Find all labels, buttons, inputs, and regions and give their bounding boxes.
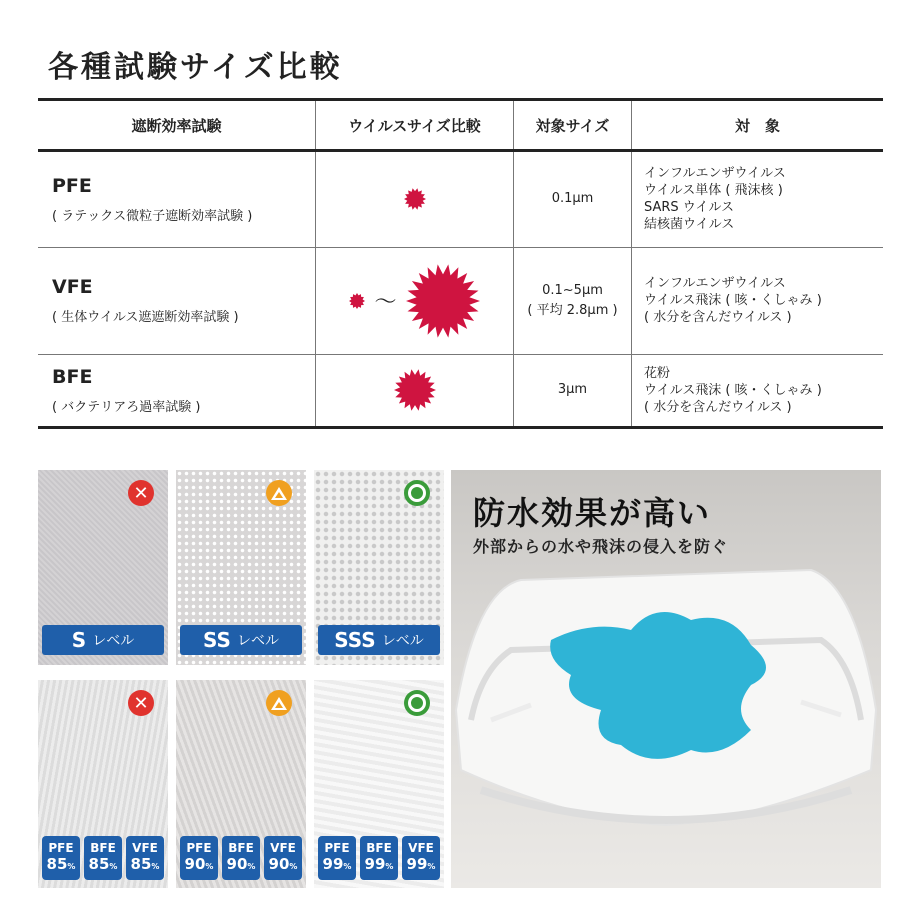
- test-description: ( 生体ウイルス遮遮断効率試験 ): [52, 310, 239, 326]
- table-row-vfe: [38, 247, 883, 354]
- target-item: ウイルス単体 ( 飛沫核 ): [644, 183, 783, 199]
- header-test: 遮断効率試験: [38, 100, 316, 151]
- level-word: レベル: [381, 633, 424, 649]
- target-item: 結核菌ウイルス: [644, 217, 735, 233]
- test-cell: [38, 247, 316, 354]
- bfe-rating: BFE 85%: [84, 836, 122, 880]
- x-glyph: ✕: [133, 692, 149, 714]
- level-grade: SS: [203, 628, 231, 652]
- level-label: [180, 625, 302, 655]
- size-average: ( 平均 2.8μm ): [527, 302, 618, 318]
- fabric-tile-85: [38, 680, 168, 888]
- waterproof-title: 防水効果が高い: [473, 494, 712, 532]
- target-item: ウイルス飛沫 ( 咳・くしゃみ ): [644, 293, 822, 309]
- target-cell: [632, 151, 884, 248]
- range-tilde: ～: [374, 290, 397, 316]
- waterproof-subtitle: 外部からの水や飛沫の侵入を防ぐ: [473, 537, 729, 556]
- pfe-rating: PFE 99%: [318, 836, 356, 880]
- target-cell: [632, 247, 884, 354]
- triangle-mark-icon: [266, 480, 292, 506]
- test-name: VFE: [52, 276, 93, 299]
- target-item: 花粉: [644, 365, 671, 381]
- target-item: ウイルス飛沫 ( 咳・くしゃみ ): [644, 382, 822, 398]
- fabric-tile-90: [176, 680, 306, 888]
- test-cell: [38, 354, 316, 427]
- header-target-size: 対象サイズ: [514, 100, 632, 151]
- level-grade: SSS: [334, 628, 376, 652]
- target-item: ( 水分を含んだウイルス ): [644, 399, 792, 415]
- vfe-rating: VFE 99%: [402, 836, 440, 880]
- comparison-table: [38, 98, 883, 429]
- fabric-tile-99: [314, 680, 444, 888]
- test-description: ( バクテリアろ過率試験 ): [52, 399, 201, 415]
- size-cell: [514, 151, 632, 248]
- vfe-rating: VFE 90%: [264, 836, 302, 880]
- virus-small-icon: [403, 187, 427, 211]
- size-value: 3μm: [557, 382, 588, 398]
- bfe-rating: BFE 99%: [360, 836, 398, 880]
- level-label: [318, 625, 440, 655]
- target-cell: [632, 354, 884, 427]
- test-name: PFE: [52, 174, 92, 197]
- target-item: インフルエンザウイルス: [644, 166, 786, 182]
- waterproof-photo: [451, 470, 881, 888]
- virus-small-icon: [348, 292, 366, 310]
- virus-large-icon: [405, 263, 481, 339]
- test-cell: [38, 151, 316, 248]
- fabric-tile-sss: [314, 470, 444, 665]
- table-header-row: [38, 100, 883, 151]
- level-grade: S: [71, 628, 87, 652]
- header-virus-size: ウイルスサイズ比較: [316, 100, 514, 151]
- fabric-tile-ss: [176, 470, 306, 665]
- table-row-pfe: [38, 151, 883, 248]
- level-word: レベル: [236, 633, 279, 649]
- test-description: ( ラテックス微粒子遮断効率試験 ): [52, 208, 253, 224]
- header-target: 対 象: [632, 100, 884, 151]
- size-cell: [514, 247, 632, 354]
- size-value: 0.1~5μm: [542, 282, 603, 298]
- virus-medium-icon: [393, 368, 437, 412]
- test-name: BFE: [52, 365, 93, 388]
- target-item: インフルエンザウイルス: [644, 276, 786, 292]
- virus-cell: [316, 151, 514, 248]
- pfe-rating: PFE 90%: [180, 836, 218, 880]
- bfe-rating: BFE 90%: [222, 836, 260, 880]
- vfe-rating: VFE 85%: [126, 836, 164, 880]
- circle-mark-icon: [404, 480, 430, 506]
- x-glyph: ✕: [133, 482, 149, 504]
- level-label: [42, 625, 164, 655]
- table-row-bfe: [38, 354, 883, 427]
- x-mark-icon: [128, 480, 154, 506]
- triangle-mark-icon: [266, 690, 292, 716]
- x-mark-icon: [128, 690, 154, 716]
- fabric-tile-s: [38, 470, 168, 665]
- level-word: レベル: [92, 633, 135, 649]
- pfe-rating: PFE 85%: [42, 836, 80, 880]
- size-cell: [514, 354, 632, 427]
- virus-cell: [316, 354, 514, 427]
- target-item: SARS ウイルス: [644, 200, 735, 216]
- page-title: 各種試験サイズ比較: [48, 50, 343, 85]
- virus-cell: [316, 247, 514, 354]
- size-value: 0.1μm: [551, 191, 594, 207]
- target-item: ( 水分を含んだウイルス ): [644, 310, 792, 326]
- circle-mark-icon: [404, 690, 430, 716]
